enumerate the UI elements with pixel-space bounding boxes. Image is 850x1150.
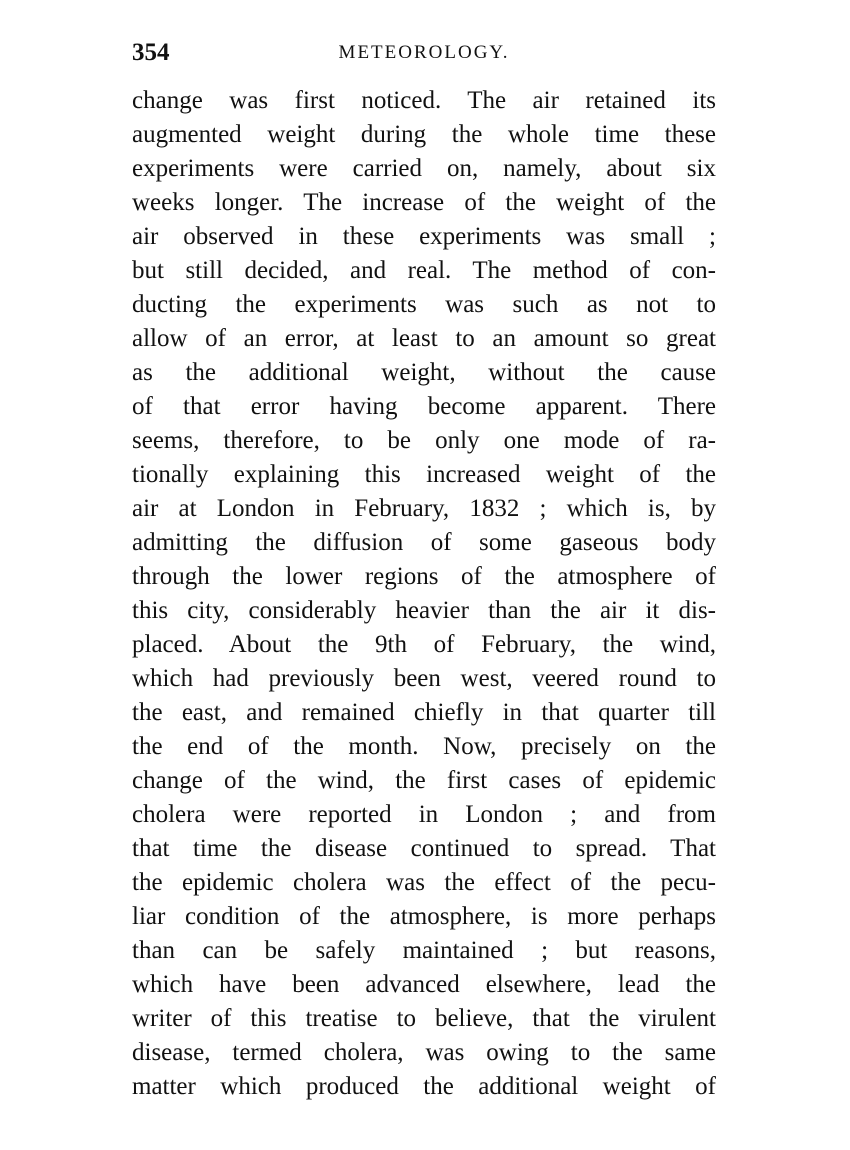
text-line: disease, termed cholera, was owing to the same — [132, 1039, 716, 1066]
text-line: liar condition of the atmosphere, is more perhaps — [132, 903, 716, 930]
text-line: placed. About the 9th of February, the wind, — [132, 631, 716, 658]
text-line: matter which produced the additional weight of — [132, 1073, 716, 1100]
text-line: augmented weight during the whole time these — [132, 121, 716, 148]
page-header — [132, 36, 716, 70]
text-line: the epidemic cholera was the effect of the pecu- — [132, 869, 716, 896]
page-number: 354 — [132, 39, 170, 66]
text-line: this city, considerably heavier than the air it dis- — [132, 597, 716, 624]
text-line: change of the wind, the first cases of epidemic — [132, 767, 716, 794]
text-line: weeks longer. The increase of the weight of the — [132, 189, 716, 216]
text-line: which had previously been west, veered round to — [132, 665, 716, 692]
text-line: tionally explaining this increased weight of the — [132, 461, 716, 488]
text-line: air at London in February, 1832 ; which is, by — [132, 495, 716, 522]
text-line: allow of an error, at least to an amount so great — [132, 325, 716, 352]
text-line: which have been advanced elsewhere, lead the — [132, 971, 716, 998]
text-line: cholera were reported in London ; and from — [132, 801, 716, 828]
text-line: the end of the month. Now, precisely on the — [132, 733, 716, 760]
text-line: the east, and remained chiefly in that quarter till — [132, 699, 716, 726]
page-body — [132, 84, 716, 1104]
text-line: experiments were carried on, namely, about six — [132, 155, 716, 182]
text-line: ducting the experiments was such as not to — [132, 291, 716, 318]
running-head: METEOROLOGY. — [338, 42, 510, 63]
text-line: as the additional weight, without the cause — [132, 359, 716, 386]
text-line: that time the disease continued to spread. That — [132, 835, 716, 862]
text-line: of that error having become apparent. There — [132, 393, 716, 420]
text-line: writer of this treatise to believe, that the virulent — [132, 1005, 716, 1032]
text-line: through the lower regions of the atmosphere of — [132, 563, 716, 590]
text-line: seems, therefore, to be only one mode of ra- — [132, 427, 716, 454]
text-line: change was first noticed. The air retained its — [132, 87, 716, 114]
text-line: but still decided, and real. The method of con- — [132, 257, 716, 284]
text-line: air observed in these experiments was small ; — [132, 223, 716, 250]
text-line: than can be safely maintained ; but reasons, — [132, 937, 716, 964]
text-line: admitting the diffusion of some gaseous body — [132, 529, 716, 556]
